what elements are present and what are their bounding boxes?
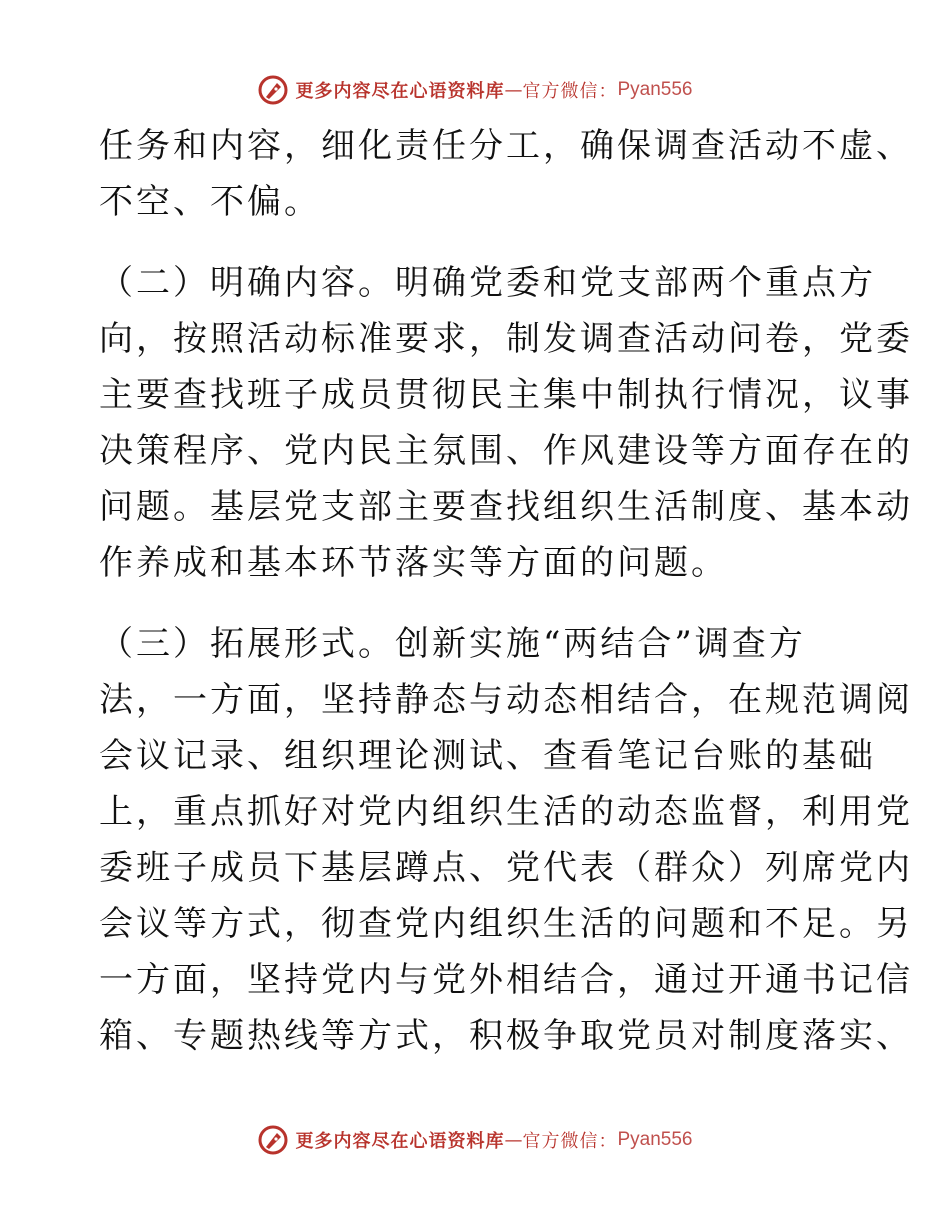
footer-separator: — [504, 1129, 523, 1151]
text-line: （三）拓展形式。创新实施“两结合”调查方 [99, 624, 806, 664]
header-separator: — [504, 79, 523, 101]
text-line: 问题。基层党支部主要查找组织生活制度、基本动 [99, 487, 913, 527]
text-line: 会议等方式，彻查党内组织生活的问题和不足。另 [99, 904, 913, 944]
footer-watermark [0, 1120, 950, 1160]
paragraph [99, 616, 913, 1064]
text-line: 不空、不偏。 [99, 182, 321, 222]
text-line: 上，重点抓好对党内组织生活的动态监督，利用党 [99, 792, 913, 832]
header-watermark [0, 70, 950, 110]
pen-nib-circle-icon [257, 74, 289, 106]
paragraph [99, 118, 913, 230]
text-line: 作养成和基本环节落实等方面的问题。 [99, 543, 728, 583]
text-line: （二）明确内容。明确党委和党支部两个重点方 [99, 263, 876, 303]
header-wechat-id: Pyan556 [617, 79, 693, 100]
text-line: 法，一方面，坚持静态与动态相结合，在规范调阅 [99, 680, 913, 720]
text-line: 会议记录、组织理论测试、查看笔记台账的基础 [99, 736, 876, 776]
header-official-label: 官方微信： [522, 81, 618, 102]
paragraph [99, 255, 913, 591]
footer-wechat-id: Pyan556 [617, 1129, 693, 1150]
text-line: 一方面，坚持党内与党外相结合，通过开通书记信 [99, 960, 913, 1000]
footer-official-label: 官方微信： [522, 1131, 618, 1152]
text-line: 箱、专题热线等方式，积极争取党员对制度落实、 [99, 1016, 913, 1056]
text-line: 任务和内容，细化责任分工，确保调查活动不虚、 [99, 126, 913, 166]
pen-nib-circle-icon [257, 1124, 289, 1156]
text-line: 委班子成员下基层蹲点、党代表（群众）列席党内 [99, 848, 913, 888]
document-body [99, 118, 913, 1064]
text-line: 主要查找班子成员贯彻民主集中制执行情况，议事 [99, 375, 913, 415]
text-line: 决策程序、党内民主氛围、作风建设等方面存在的 [99, 431, 913, 471]
footer-brand: 更多内容尽在心语资料库 [295, 1131, 505, 1152]
header-brand: 更多内容尽在心语资料库 [295, 81, 505, 102]
text-line: 向，按照活动标准要求，制发调查活动问卷，党委 [99, 319, 913, 359]
